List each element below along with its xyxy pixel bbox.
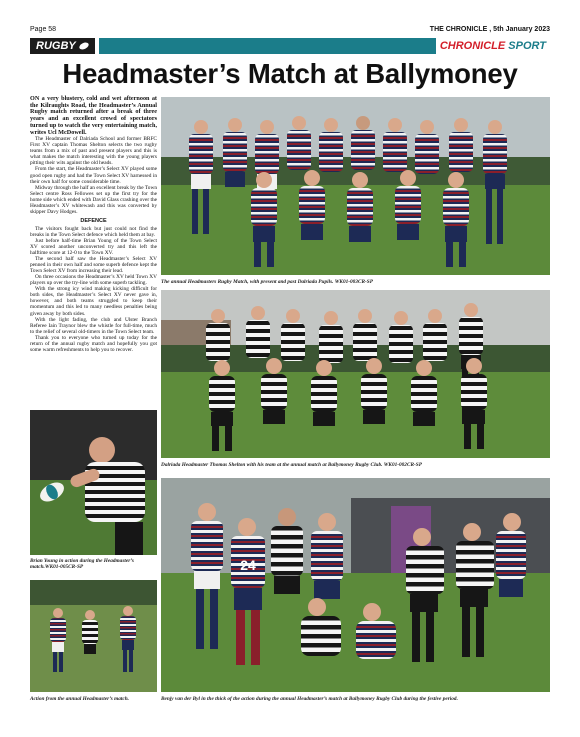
page-number: Page 58 — [30, 26, 57, 33]
chronicle-sport-brand-1: CHRONICLE — [439, 40, 506, 52]
section-rule — [99, 38, 436, 54]
chronicle-sport-brand-2: SPORT — [508, 40, 546, 52]
article-subhead: DEFENCE — [80, 217, 107, 224]
article-paragraph: Just before half-time Brian Young of the Town Select XV scored another unconverted try and this left the halftime score at 12-0 to the Town XV. — [30, 237, 157, 257]
rugby-section-tag — [30, 38, 95, 54]
action-photo-ball-carrier — [30, 410, 157, 555]
rugby-ball-icon — [78, 41, 90, 51]
article-paragraph: From the start, the Headmaster’s Select XV played some good open rugby and had the Town Select XV harnessed in their own half for some considerable time. — [30, 166, 157, 185]
article-paragraph: The visitors fought back but just could not find the breaks in the Town Select defence which held them at bay. — [30, 225, 157, 238]
photo-caption: Action from the annual Headmaster’s match. — [30, 696, 129, 702]
article-headline: Headmaster’s Match at Ballymoney — [62, 58, 518, 89]
article-paragraph: The Headmaster of Dalriada School and former BRFC First XV captain Thomas Shelton selects the two rugby teams from a mix of past and present players and this is what makes the match interesting with the young players pitting their wits against the old heads. — [30, 136, 157, 167]
page-header — [30, 24, 550, 35]
masthead-date: THE CHRONICLE , 5th January 2023 — [429, 26, 550, 33]
photo-caption: The annual Headmasters Rugby Match, with present and past Dalriada Pupils. WK01-003CR-SP — [161, 279, 373, 285]
jersey-number: 24 — [240, 557, 256, 573]
article-paragraph: With the strong icy wind making kicking difficult for both sides, the Headmaster’s Select XV never gave in, however, and both teams struggled to keep their momentum and this led to many needless penalties being given away by both sides. — [30, 286, 157, 317]
article-body — [30, 96, 157, 353]
photo-caption: Dalriada Headmaster Thomas Shelton with his team at the annual match at Ballymoney Rugby Club. WK01-002CR-SP — [161, 462, 422, 468]
action-photo-small — [30, 580, 157, 692]
article-lead: ON a very blustery, cold and wet afternoon at the Kilraughts Road, the Headmaster’s Annual Rugby match returned after a break of three years and an excellent crowd of spectators turned up to watch the very entertaining match, writes Ucl McDowell. — [30, 95, 157, 136]
article-paragraph: With the light fading, the club and Ulster Branch Referee Iain Traynor blew the whistle for full-time, much to the relief of several old-timers in the Town Select team. — [30, 316, 157, 335]
article-paragraph: Thank you to everyone who turned up today for the return of the annual rugby match and hopefully you got some warm refreshments to help you to recover. — [30, 334, 157, 353]
article-paragraph: On three occasions the Headmaster’s XV held Town XV players up over the try-line with some superb tackling. — [30, 274, 157, 287]
article-paragraph: Midway through the half an excellent break by the Town Select centre Ross Fellowes set up the first try for the home side which ended with David Glass crashing over the Headmaster’s XV whitewash and this was converted by skipper Davy Hodges. — [30, 184, 157, 215]
team-photo-hoops — [161, 97, 550, 275]
section-bar — [30, 38, 550, 54]
chronicle-sport-logo — [436, 38, 550, 54]
photo-caption: Brian Young in action during the Headmaster’s match.WK01-005CR-SP — [30, 558, 134, 571]
action-photo-maul — [161, 478, 550, 692]
team-photo-black-white — [161, 290, 550, 458]
article-paragraph: The second half saw the Headmaster’s Select XV penned in their own half and some superb defence kept the Town Select XV from increasing their lead. — [30, 256, 157, 275]
photo-caption: Benjy van der Byl in the thick of the action during the annual Headmaster’s match at Ballymoney Rugby Club during the festive period. — [161, 696, 458, 702]
rugby-section-label: RUGBY — [36, 40, 76, 52]
